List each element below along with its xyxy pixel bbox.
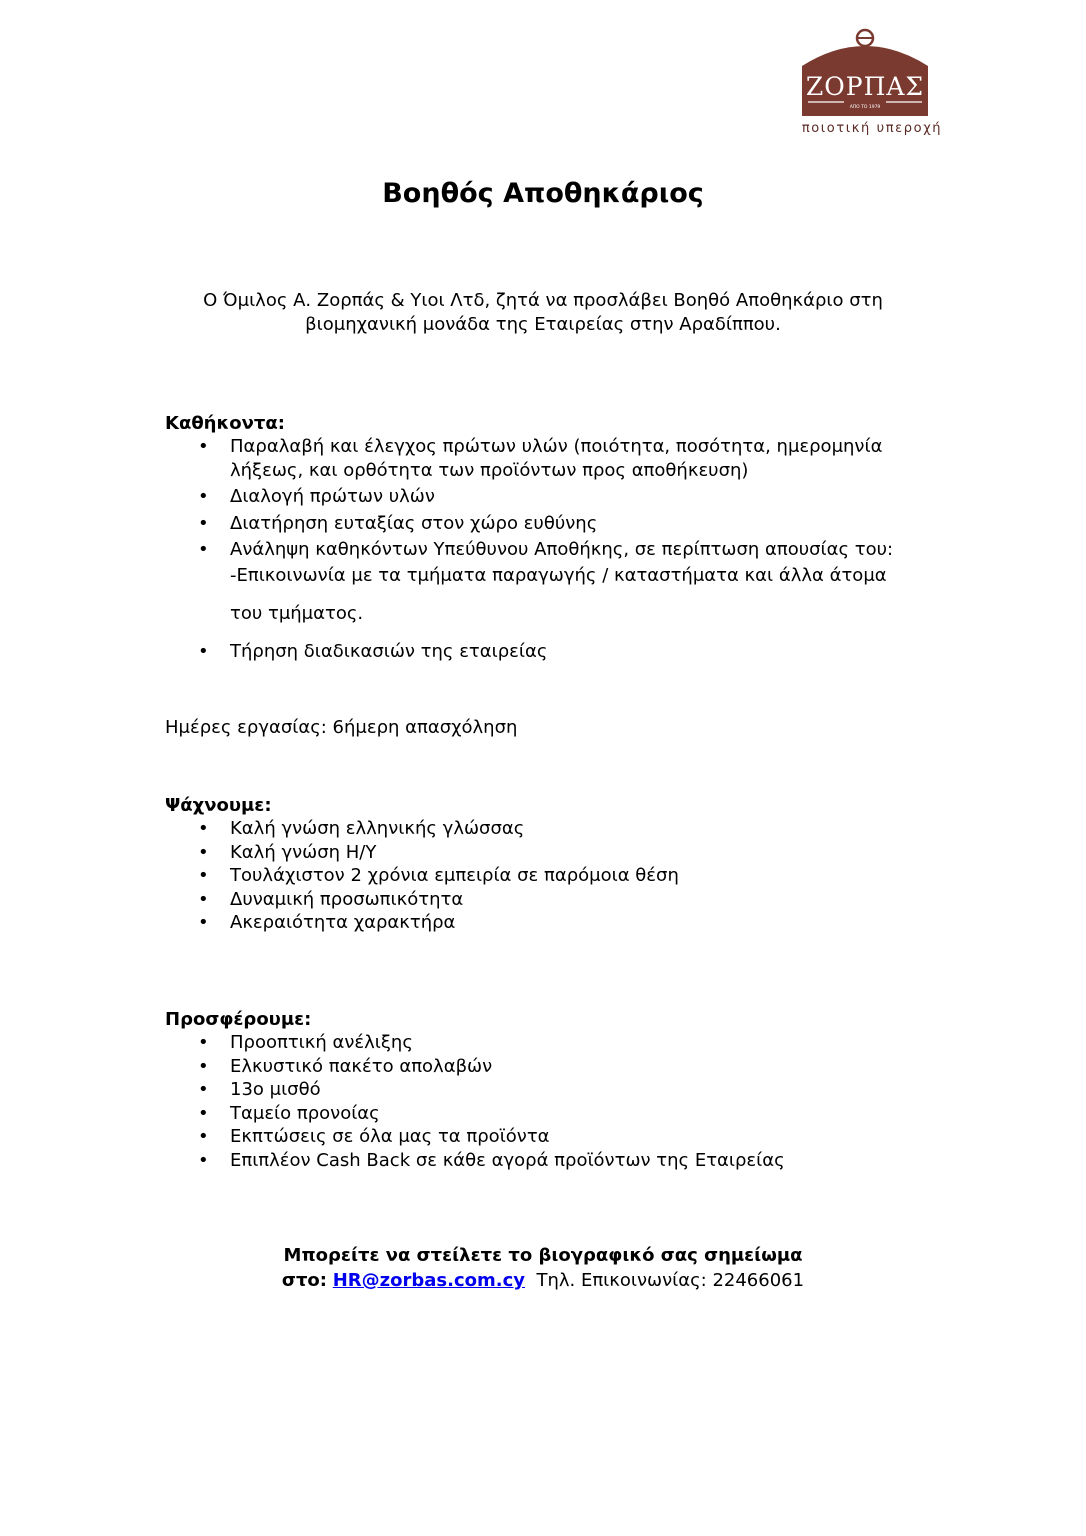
duties-heading: Καθήκοντα: [165, 413, 285, 434]
list-item: • Επιπλέον Cash Back σε κάθε αγορά προϊόντων της Εταιρείας [165, 1149, 945, 1173]
list-item: • Καλή γνώση ελληνικής γλώσσας [165, 817, 945, 841]
list-item: • Ταμείο προνοίας [165, 1102, 945, 1126]
list-item: • Καλή γνώση Η/Υ [165, 841, 945, 865]
duty-subline: του τμήματος. [230, 603, 364, 624]
requirements-list [165, 817, 945, 935]
duties-section [165, 412, 945, 663]
list-item: • Τουλάχιστον 2 χρόνια εμπειρία σε παρόμοια θέση [165, 864, 945, 888]
duties-list-end [165, 640, 945, 664]
list-item: • Τήρηση διαδικασιών της εταιρείας [165, 640, 945, 664]
list-item: • Διαλογή πρώτων υλών [165, 485, 945, 509]
list-item: • Διατήρηση ευταξίας στον χώρο ευθύνης [165, 512, 945, 536]
intro-line: βιομηχανική μονάδα της Εταιρείας στην Αραδίππου. [305, 314, 781, 335]
logo-since: ΑΠΟ ΤΟ 1979 [849, 105, 881, 110]
list-item: • 13ο μισθό [165, 1078, 945, 1102]
offers-section [165, 1008, 945, 1172]
contact-block [0, 1243, 1086, 1293]
list-item: • Εκπτώσεις σε όλα μας τα προϊόντα [165, 1125, 945, 1149]
list-item: • Παραλαβή και έλεγχος πρώτων υλών (ποιότητα, ποσότητα, ημερομηνία λήξεως, και ορθότητα των προϊόντων προς αποθήκευση) [165, 435, 945, 482]
list-item: • Ανάληψη καθηκόντων Υπεύθυνου Αποθήκης, σε περίπτωση απουσίας του: [165, 538, 945, 562]
list-item: • Προοπτική ανέλιξης [165, 1031, 945, 1055]
intro-line: Ο Όμιλος Α. Ζορπάς & Υιοι Λτδ, ζητά να προσλάβει Βοηθό Αποθηκάριο στη [203, 290, 883, 311]
duty-subline: -Επικοινωνία με τα τμήματα παραγωγής / καταστήματα και άλλα άτομα [230, 564, 887, 586]
work-days: Ημέρες εργασίας: 6ήμερη απασχόληση [165, 717, 518, 738]
intro-paragraph [130, 289, 956, 337]
contact-phone: Τηλ. Επικοινωνίας: 22466061 [536, 1270, 805, 1291]
requirements-section [165, 794, 945, 935]
duties-list [165, 435, 945, 562]
page-title: Βοηθός Αποθηκάριος [382, 178, 704, 209]
company-logo [786, 28, 958, 140]
offers-list [165, 1031, 945, 1172]
list-item: • Ελκυστικό πακέτο απολαβών [165, 1055, 945, 1079]
contact-prefix: στο: [281, 1270, 327, 1291]
zorbas-logo-mark [794, 28, 936, 118]
requirements-heading: Ψάχνουμε: [165, 795, 272, 816]
list-item: • Δυναμική προσωπικότητα [165, 888, 945, 912]
email-link[interactable]: HR@zorbas.com.cy [332, 1270, 525, 1291]
logo-tagline: ποιοτική υπεροχή [801, 121, 943, 136]
logo-brand: ΖΟΡΠΑΣ [805, 72, 925, 101]
contact-line: Μπορείτε να στείλετε το βιογραφικό σας σημείωμα [283, 1245, 803, 1266]
list-item: • Ακεραιότητα χαρακτήρα [165, 911, 945, 935]
offers-heading: Προσφέρουμε: [165, 1009, 312, 1030]
